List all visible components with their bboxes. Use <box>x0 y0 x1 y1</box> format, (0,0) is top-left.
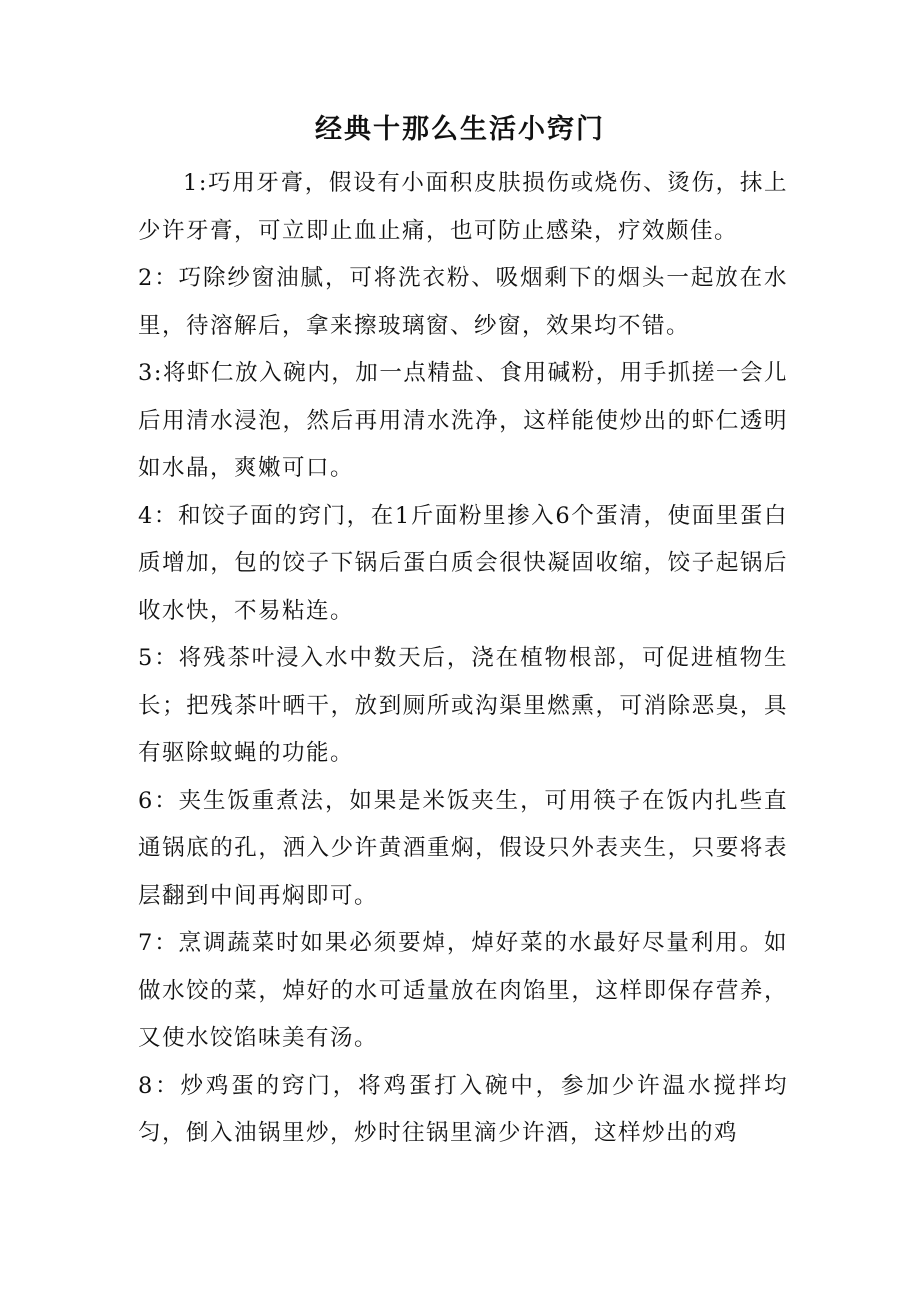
tip-paragraph-2: 2：巧除纱窗油腻，可将洗衣粉、吸烟剩下的烟头一起放在水里，待溶解后，拿来擦玻璃窗、纱窗，效果均不错。 <box>138 265 788 339</box>
document-body <box>138 160 788 1158</box>
tip-paragraph-3: 3:将虾仁放入碗内，加一点精盐、食用碱粉，用手抓搓一会儿后用清水浸泡，然后再用清水洗净，这样能使炒出的虾仁透明如水晶，爽嫩可口。 <box>138 360 788 481</box>
tip-paragraph-8: 8：炒鸡蛋的窍门，将鸡蛋打入碗中，参加少许温水搅拌均匀，倒入油锅里炒，炒时往锅里滴少许酒，这样炒出的鸡 <box>138 1072 788 1146</box>
tip-paragraph-6: 6：夹生饭重煮法，如果是米饭夹生，可用筷子在饭内扎些直通锅底的孔，洒入少许黄酒重焖，假设只外表夹生，只要将表层翻到中间再焖即可。 <box>138 787 788 909</box>
tip-paragraph-5: 5：将残茶叶浸入水中数天后，浇在植物根部，可促进植物生长；把残茶叶晒干，放到厕所或沟渠里燃熏，可消除恶臭，具有驱除蚊蝇的功能。 <box>138 645 788 766</box>
page-title: 经典十那么生活小窍门 <box>315 114 605 145</box>
tip-paragraph-1: 1:巧用牙膏，假设有小面积皮肤损伤或烧伤、烫伤，抹上少许牙膏，可立即止血止痛，也可防止感染，疗效颇佳。 <box>138 170 788 244</box>
tip-paragraph-4: 4：和饺子面的窍门，在1斤面粉里掺入6个蛋清，使面里蛋白质增加，包的饺子下锅后蛋白质会很快凝固收缩，饺子起锅后收水快，不易粘连。 <box>138 502 788 624</box>
tip-paragraph-7: 7：烹调蔬菜时如果必须要焯，焯好菜的水最好尽量利用。如做水饺的菜，焯好的水可适量放在肉馅里，这样即保存营养，又使水饺馅味美有汤。 <box>138 930 788 1051</box>
